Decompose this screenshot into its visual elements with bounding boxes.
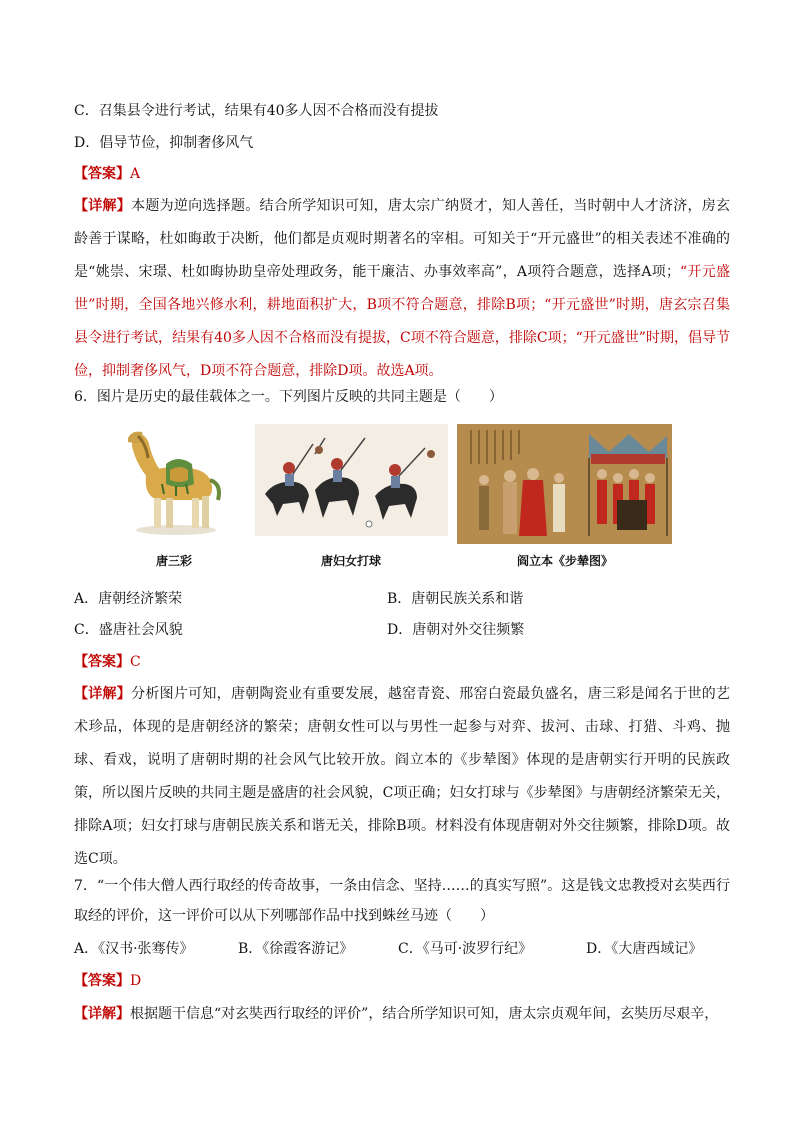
q7-option-a: A．《汉书·张骞传》 <box>74 941 194 957</box>
q5-explanation-red-text: “开元盛世”时期，全国各地兴修水利，耕地面积扩大，B项不符合题意，排除B项；“开元盛世”时期，唐玄宗召集县令进行考试，结果有40多人因不合格而没有提拔，C项不符合题意，排除C项；“开元盛世”时期，倡导节俭，抑制奢侈风气，D项不符合题意，排除D项。故选A项。 <box>74 264 730 379</box>
answer-tag: 【答案】 <box>74 166 130 182</box>
q7-explanation-text: 根据题干信息“对玄奘西行取经的评价”，结合所学知识可知，唐太宗贞观年间，玄奘历尽艰辛， <box>130 1006 719 1022</box>
answer-value: D <box>130 973 142 989</box>
q6-answer <box>74 652 141 672</box>
q7-option-c: C．《马可·波罗行纪》 <box>398 941 533 957</box>
q5-answer <box>74 164 140 184</box>
q6-option-d: D．唐朝对外交往频繁 <box>387 622 525 638</box>
q7-option-d: D．《大唐西域记》 <box>586 941 703 957</box>
q5-option-c: C．召集县令进行考试，结果有40多人因不合格而没有提拔 <box>74 103 439 119</box>
q5-explanation-text: 本题为逆向选择题。结合所学知识可知，唐太宗广纳贤才，知人善任，当时朝中人才济济，房玄龄善于谋略，杜如晦敢于决断，他们都是贞观时期著名的宰相。可知关于“开元盛世”的相关表述不准确的是“姚崇、宋璟、杜如晦协助皇帝处理政务，能干廉洁、办事效率高”，A项符合题意，选择A项； <box>74 198 731 280</box>
caption-tang-sancai: 唐三彩 <box>155 554 192 568</box>
q7-option-b: B．《徐霞客游记》 <box>238 941 354 957</box>
q6-stem: 6．图片是历史的最佳载体之一。下列图片反映的共同主题是（ ） <box>74 389 503 405</box>
q5-option-d: D．倡导节俭，抑制奢侈风气 <box>74 135 254 151</box>
q7-explanation <box>74 998 730 1031</box>
bunian-tu-painting-image <box>457 424 672 544</box>
answer-value: C <box>130 654 141 670</box>
q6-option-b: B．唐朝民族关系和谐 <box>387 591 524 607</box>
q7-stem: 7．“一个伟大僧人西行取经的传奇故事，一条由信念、坚持……的真实写照”。这是钱文忠教授对玄奘西行取经的评价，这一评价可以从下列哪部作品中找到蛛丝马迹（ ） <box>74 878 730 924</box>
detail-tag: 【详解】 <box>74 686 132 702</box>
caption-women-polo: 唐妇女打球 <box>320 554 381 568</box>
q6-explanation-text: 分析图片可知，唐朝陶瓷业有重要发展，越窑青瓷、邢窑白瓷最负盛名，唐三彩是闻名于世的艺术珍品，体现的是唐朝经济的繁荣；唐朝女性可以与男性一起参与对弈、拔河、击球、打猎、斗鸡、抛球、看戏，说明了唐朝时期的社会风气比较开放。阎立本的《步辇图》体现的是唐朝实行开明的民族政策，所以图片反映的共同主题是盛唐的社会风貌，C项正确；妇女打球与《步辇图》与唐朝经济繁荣无关，排除A项；妇女打球与唐朝民族关系和谐无关，排除B项。材料没有体现唐朝对外交往频繁，排除D项。故选C项。 <box>74 686 731 867</box>
q5-explanation <box>74 190 730 388</box>
q6-explanation <box>74 678 730 876</box>
tang-women-polo-image <box>255 424 448 536</box>
answer-tag: 【答案】 <box>74 654 130 670</box>
detail-tag: 【详解】 <box>74 1006 130 1022</box>
q7-answer <box>74 971 141 991</box>
tang-sancai-horse-image <box>118 424 230 536</box>
q6-option-c: C．盛唐社会风貌 <box>74 622 183 638</box>
answer-tag: 【答案】 <box>74 973 130 989</box>
q6-option-a: A．唐朝经济繁荣 <box>74 591 183 607</box>
detail-tag: 【详解】 <box>74 198 132 214</box>
caption-bunian-tu: 阎立本《步辇图》 <box>516 554 613 568</box>
answer-value: A <box>130 166 141 182</box>
